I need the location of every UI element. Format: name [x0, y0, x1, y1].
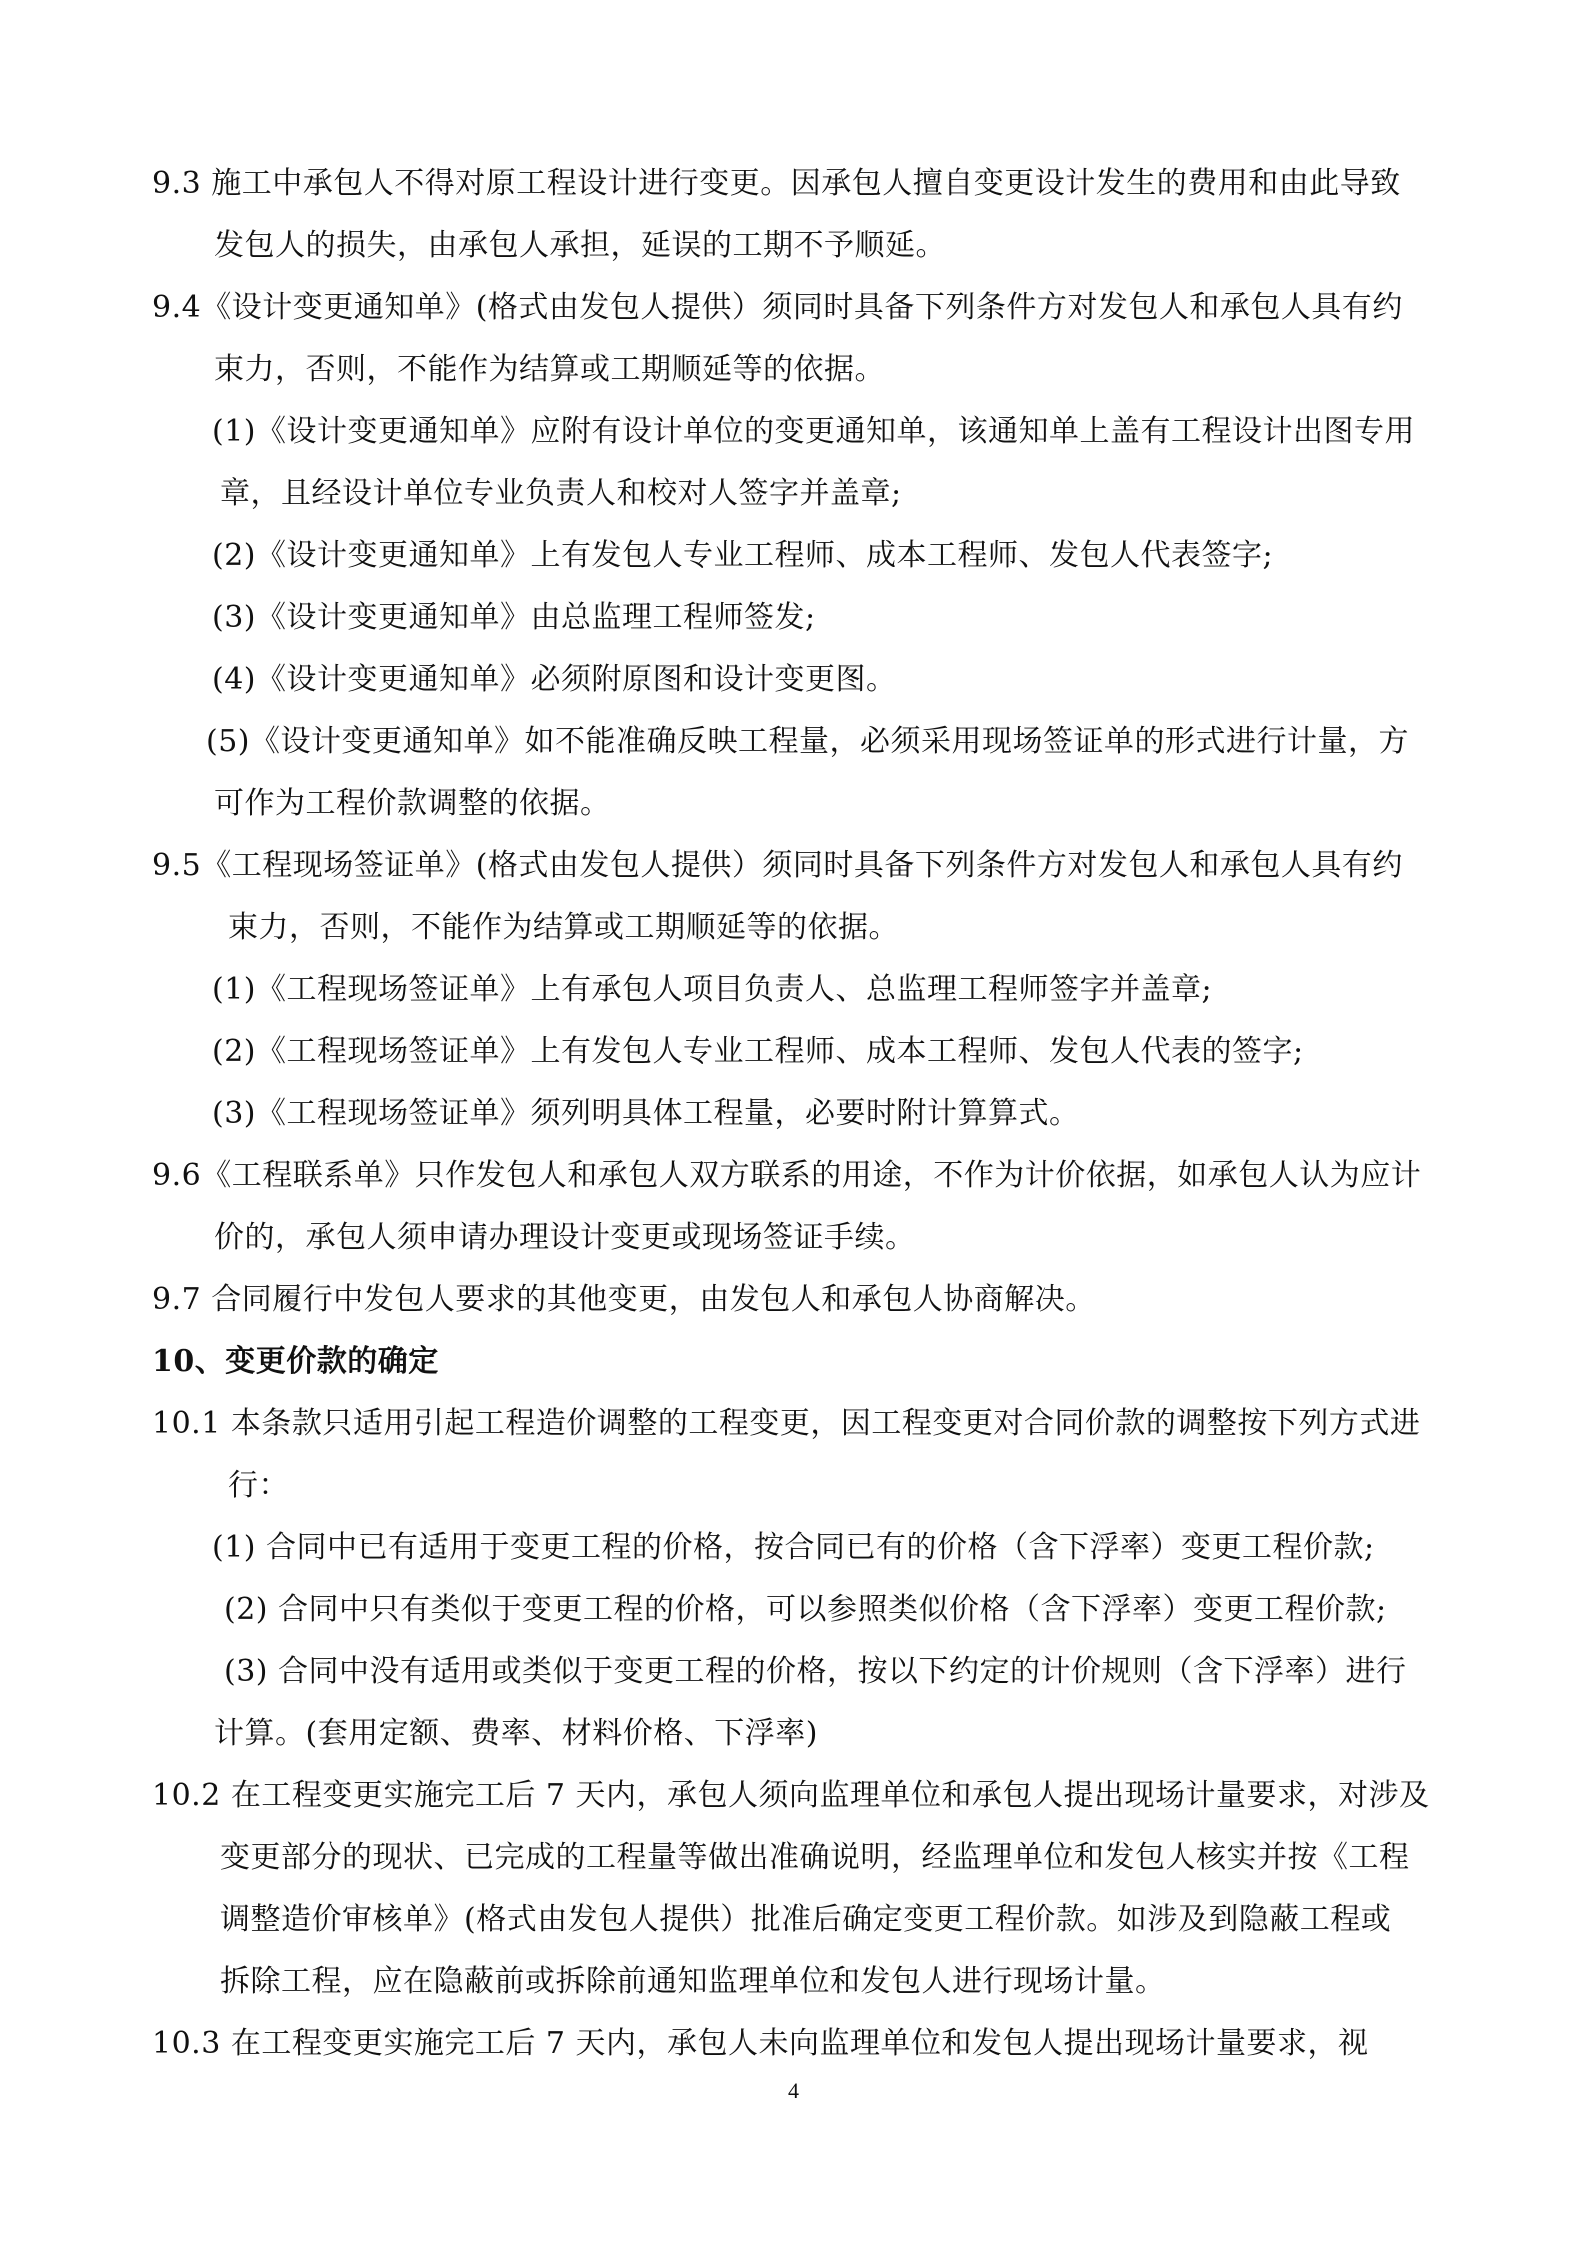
clause-9-3-line-2: 发包人的损失，由承包人承担，延误的工期不予顺延。: [214, 228, 946, 263]
clause-9-4-line-2: 束力，否则，不能作为结算或工期顺延等的依据。: [214, 352, 885, 387]
clause-10-2-line-4: 拆除工程，应在隐蔽前或拆除前通知监理单位和发包人进行现场计量。: [220, 1964, 1166, 1999]
section-10-heading: 10、变更价款的确定: [152, 1344, 439, 1379]
clause-10-3-line-1: 10.3 在工程变更实施完工后 7 天内，承包人未向监理单位和发包人提出现场计量要求，视: [152, 2026, 1369, 2061]
clause-9-5-item-2: (2)《工程现场签证单》上有发包人专业工程师、成本工程师、发包人代表的签字;: [212, 1034, 1304, 1069]
clause-9-5-item-1: (1)《工程现场签证单》上有承包人项目负责人、总监理工程师签字并盖章;: [212, 972, 1213, 1007]
clause-9-5-item-3: (3)《工程现场签证单》须列明具体工程量，必要时附计算算式。: [212, 1096, 1080, 1131]
clause-9-6-line-1: 9.6《工程联系单》只作发包人和承包人双方联系的用途，不作为计价依据，如承包人认为应计: [152, 1158, 1422, 1193]
clause-10-2-line-1: 10.2 在工程变更实施完工后 7 天内，承包人须向监理单位和承包人提出现场计量要求，对涉及: [152, 1778, 1430, 1813]
clause-9-5-line-1: 9.5《工程现场签证单》(格式由发包人提供）须同时具备下列条件方对发包人和承包人具有约: [152, 848, 1403, 883]
clause-9-6-line-2: 价的，承包人须申请办理设计变更或现场签证手续。: [214, 1220, 916, 1255]
clause-10-1-item-2: (2) 合同中只有类似于变更工程的价格，可以参照类似价格（含下浮率）变更工程价款;: [224, 1592, 1387, 1627]
clause-9-4-item-4: (4)《设计变更通知单》必须附原图和设计变更图。: [212, 662, 897, 697]
page-number: 4: [788, 2078, 799, 2103]
clause-9-3-line-1: 9.3 施工中承包人不得对原工程设计进行变更。因承包人擅自变更设计发生的费用和由此导致: [152, 166, 1401, 201]
clause-10-2-line-3: 调整造价审核单》(格式由发包人提供）批准后确定变更工程价款。如涉及到隐蔽工程或: [220, 1902, 1392, 1937]
clause-9-7: 9.7 合同履行中发包人要求的其他变更，由发包人和承包人协商解决。: [152, 1282, 1096, 1317]
clause-10-1-line-2: 行：: [228, 1468, 289, 1503]
clause-9-4-item-3: (3)《设计变更通知单》由总监理工程师签发;: [212, 600, 816, 635]
clause-9-4-item-1-line-1: (1)《设计变更通知单》应附有设计单位的变更通知单，该通知单上盖有工程设计出图专用: [212, 414, 1415, 449]
clause-10-1-item-3-line-1: (3) 合同中没有适用或类似于变更工程的价格，按以下约定的计价规则（含下浮率）进行: [224, 1654, 1407, 1689]
clause-9-4-line-1: 9.4《设计变更通知单》(格式由发包人提供）须同时具备下列条件方对发包人和承包人具有约: [152, 290, 1403, 325]
clause-10-1-item-3-line-2: 计算。(套用定额、费率、材料价格、下浮率): [214, 1716, 818, 1751]
clause-9-5-line-2: 束力，否则，不能作为结算或工期顺延等的依据。: [228, 910, 899, 945]
clause-10-2-line-2: 变更部分的现状、已完成的工程量等做出准确说明，经监理单位和发包人核实并按《工程: [220, 1840, 1410, 1875]
clause-10-1-line-1: 10.1 本条款只适用引起工程造价调整的工程变更，因工程变更对合同价款的调整按下列方式进: [152, 1406, 1421, 1441]
clause-9-4-item-5-line-1: (5)《设计变更通知单》如不能准确反映工程量，必须采用现场签证单的形式进行计量，方: [206, 724, 1409, 759]
clause-9-4-item-2: (2)《设计变更通知单》上有发包人专业工程师、成本工程师、发包人代表签字;: [212, 538, 1274, 573]
clause-10-1-item-1: (1) 合同中已有适用于变更工程的价格，按合同已有的价格（含下浮率）变更工程价款;: [212, 1530, 1375, 1565]
clause-9-4-item-5-line-2: 可作为工程价款调整的依据。: [214, 786, 611, 821]
clause-9-4-item-1-line-2: 章，且经设计单位专业负责人和校对人签字并盖章;: [220, 476, 902, 511]
